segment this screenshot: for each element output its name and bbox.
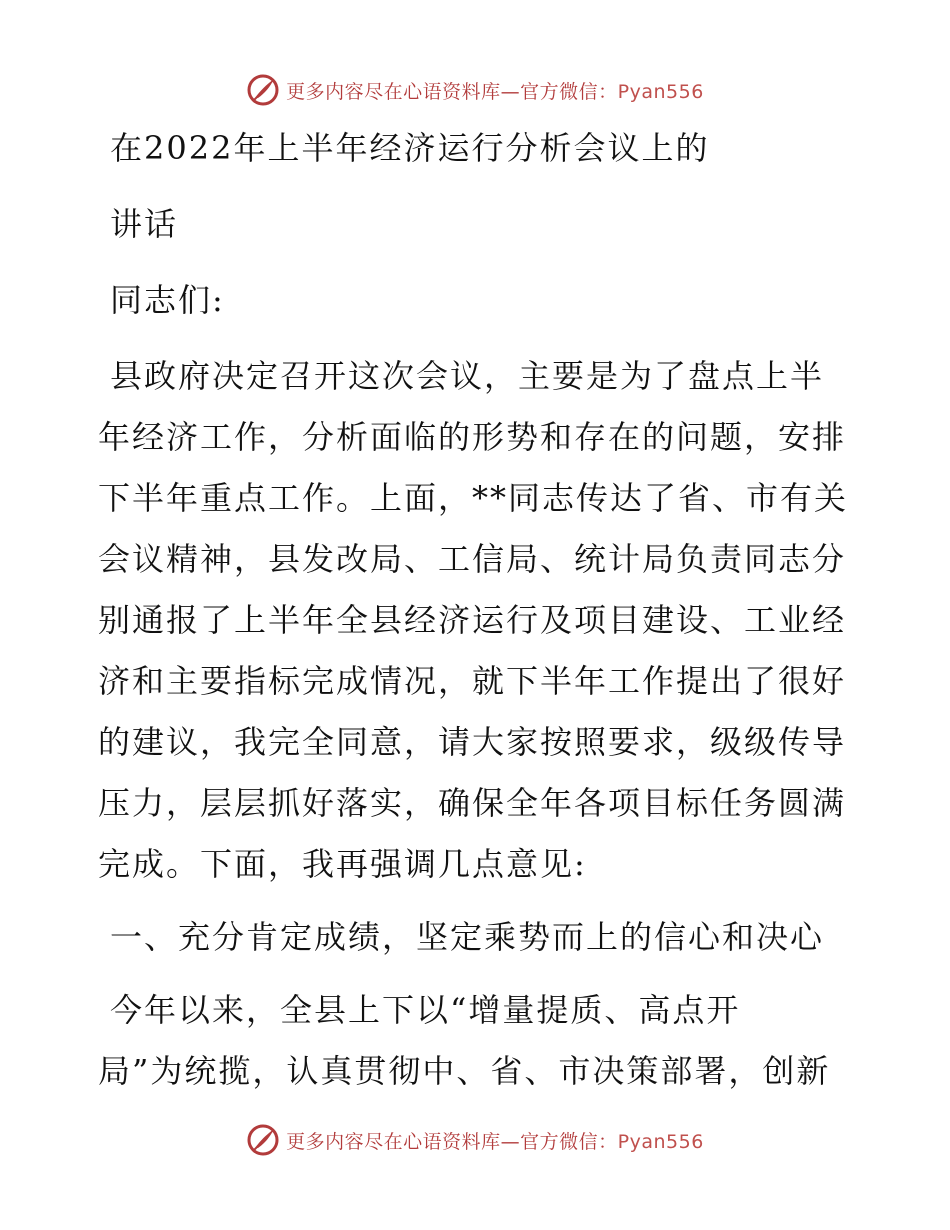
paragraph-line: 会议精神，县发改局、工信局、统计局负责同志分 <box>98 540 847 578</box>
quill-logo-icon <box>246 73 280 107</box>
paragraph-line: 济和主要指标完成情况，就下半年工作提出了很好 <box>98 662 847 700</box>
document-title-line-2: 讲话 <box>110 205 179 243</box>
paragraph-line: 压力，层层抓好落实，确保全年各项目标任务圆满 <box>98 784 847 822</box>
document-title-line-1: 在2022年上半年经济运行分析会议上的 <box>110 129 710 167</box>
document-body <box>98 118 850 1091</box>
salutation: 同志们: <box>110 281 225 319</box>
paragraph-line: 年经济工作，分析面临的形势和存在的问题，安排 <box>98 418 847 456</box>
paragraph-line: 局”为统揽，认真贯彻中、省、市决策部署，创新 <box>98 1052 831 1090</box>
watermark-id: Pyan556 <box>617 80 704 103</box>
watermark-id: Pyan556 <box>617 1130 704 1153</box>
quill-logo-icon <box>246 1123 280 1157</box>
watermark-header <box>0 70 950 110</box>
paragraph-line: 别通报了上半年全县经济运行及项目建设、工业经 <box>98 601 847 639</box>
paragraph-line: 今年以来，全县上下以“增量提质、高点开 <box>110 991 741 1029</box>
paragraph-line: 下半年重点工作。上面，**同志传达了省、市有关 <box>98 479 849 517</box>
paragraph-line: 的建议，我完全同意，请大家按照要求，级级传导 <box>98 723 847 761</box>
paragraph-line: 完成。下面，我再强调几点意见: <box>98 845 587 883</box>
paragraph-2 <box>98 990 850 1091</box>
watermark-footer <box>0 1120 950 1160</box>
section-heading: 一、充分肯定成绩，坚定乘势而上的信心和决心 <box>110 918 825 956</box>
paragraph-line: 县政府决定召开这次会议，主要是为了盘点上半 <box>110 357 825 395</box>
watermark-text: 更多内容尽在心语资料库—官方微信： <box>286 1130 618 1153</box>
watermark-text: 更多内容尽在心语资料库—官方微信： <box>286 80 618 103</box>
paragraph-1 <box>98 356 850 884</box>
